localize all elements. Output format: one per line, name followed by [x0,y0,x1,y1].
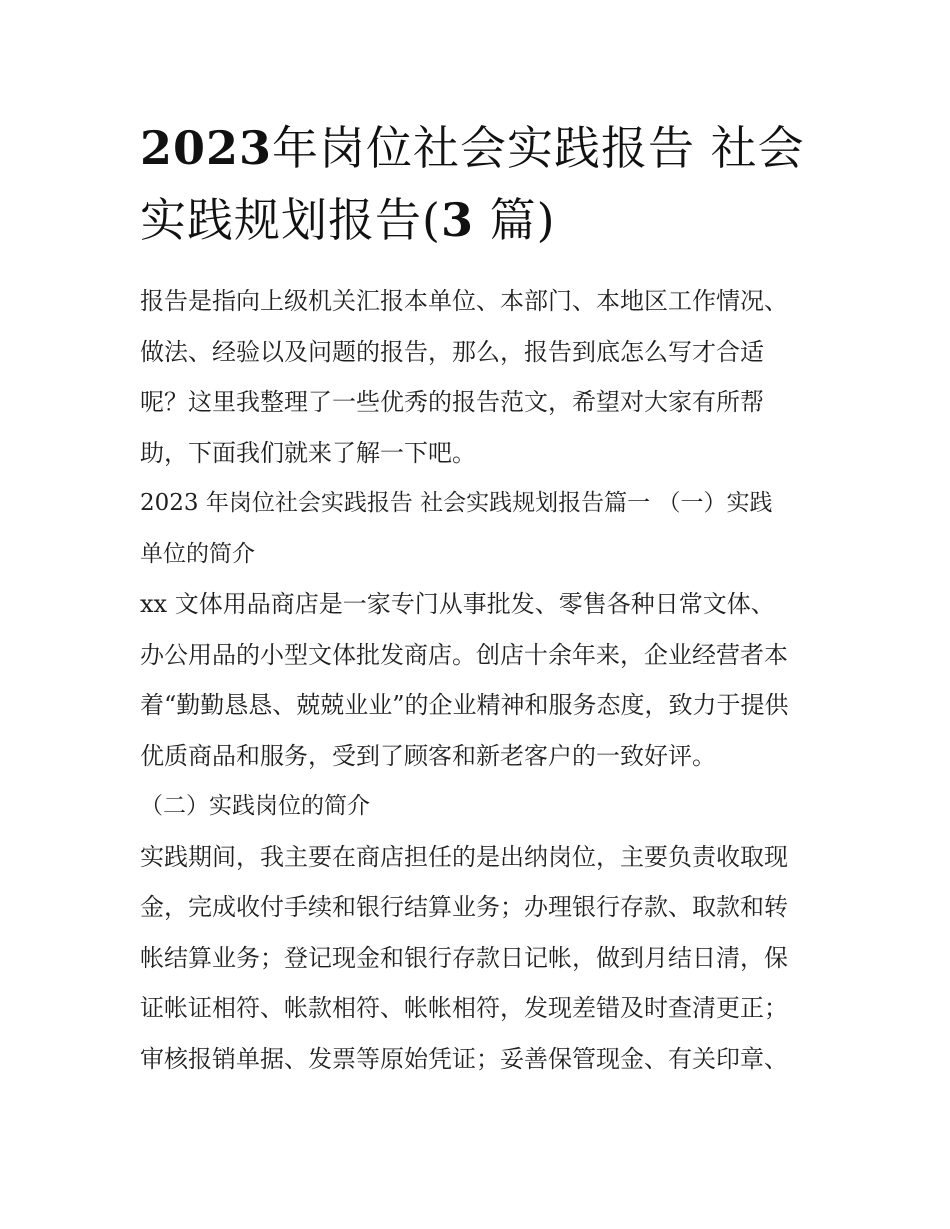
paragraph-unit-intro: xx 文体用品商店是一家专门从事批发、零售各种日常文体、 办公用品的小型文体批发商店。创店十余年来，企业经营者本 着“勤勤恳恳、兢兢业业”的企业精神和服务态度，致力于提供 优质商品和服务，受到了顾客和新老客户的一致好评。 [140,590,789,770]
section-heading-position-intro: （二）实践岗位的简介 [140,793,370,819]
title-year: 2023 [140,121,273,175]
paragraph-position-intro: 实践期间，我主要在商店担任的是出纳岗位，主要负责收取现 金，完成收付手续和银行结算业务；办理银行存款、取款和转 帐结算业务；登记现金和银行存款日记帐，做到月结日清，保 证帐证相符、帐款相符、帐帐相符，发现差错及时查清更正； 审核报销单据、发票等原始凭证；妥善保管现金、有关印章、 [140,842,788,1073]
paragraph-intro: 报告是指向上级机关汇报本单位、本部门、本地区工作情况、 做法、经验以及问题的报告，那么，报告到底怎么写才合适 呢？这里我整理了一些优秀的报告范文，希望对大家有所帮 助，下面我们就来了解一下吧。 [140,287,788,467]
title-count: 3 [440,193,474,247]
title-main-text: 年岗位社会实践报告 社会实践规划报告( [140,121,805,247]
document-title [140,112,820,256]
document-body [140,276,830,1084]
section-heading-unit-intro: 2023 年岗位社会实践报告 社会实践规划报告篇一 （一）实践 单位的简介 [140,490,773,567]
title-suffix: 篇) [473,193,556,247]
